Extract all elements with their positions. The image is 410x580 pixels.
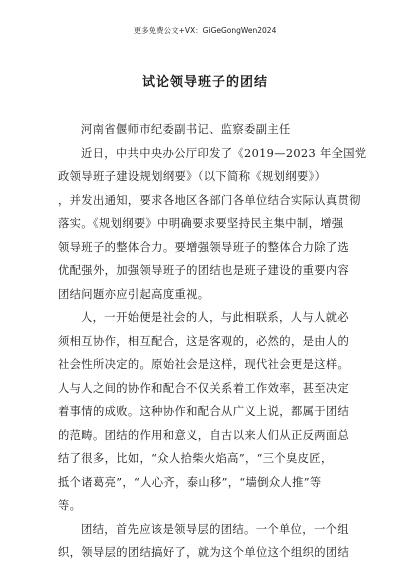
body-text-line: 着事情的成败。这种协作和配合从广义上说，都属于团结 (58, 405, 350, 418)
body-text-line: 织，领导层的团结搞好了，就为这个单位这个组织的团结 (58, 546, 350, 559)
body-text-line: 近日，中共中央办公厅印发了《2019—2023 年全国党 (81, 146, 367, 160)
body-text-line: 优配强外，加强领导班子的团结也是班子建设的重要内容 (58, 264, 350, 277)
body-text-line: 人与人之间的协作和配合不仅关系着工作效率，甚至决定 (58, 381, 350, 395)
body-text-line: ，并发出通知，要求各地区各部门各单位结合实际认真贯彻 (58, 193, 361, 207)
body-text-line: 抵个诸葛亮”，“人心齐，泰山移”，“墙倒众人推”等 (58, 475, 322, 489)
body-text-line: 社会性所决定的。原始社会是这样，现代社会更是这样。 (58, 358, 350, 371)
body-text-line: 须相互协作，相互配合，这是客观的，必然的，是由人的 (58, 334, 350, 348)
document-title: 试论领导班子的团结 (141, 75, 268, 90)
body-lines (58, 142, 367, 565)
document-body (58, 118, 367, 565)
body-text-line: 等。 (58, 499, 82, 512)
body-text-line: 团结，首先应该是领导层的团结。一个单位，一个组 (81, 522, 349, 536)
body-text-line: 落实。《规划纲要》中明确要求要坚持民主集中制，增强 (58, 217, 344, 230)
body-text-line: 政领导班子建设规划纲要》（以下简称《规划纲要》） (58, 170, 327, 183)
author-line: 河南省偃师市纪委副书记、监察委副主任 (81, 123, 291, 136)
body-text-line: 团结问题亦应引起高度重视。 (58, 287, 210, 301)
body-text-line: 领导班子的整体合力。要增强领导班子的整体合力除了选 (58, 240, 350, 254)
page-header-note: 更多免费公文+VX：GiGeGongWen2024 (133, 26, 277, 35)
body-text-line: 人，一开始便是社会的人，与此相联系，人与人就必 (81, 311, 349, 324)
body-text-line: 的范畴。团结的作用和意义，自古以来人们从正反两面总 (58, 428, 350, 442)
body-text-line: 结了很多，比如，“众人拾柴火焰高”，“三个臭皮匠， (58, 452, 333, 465)
